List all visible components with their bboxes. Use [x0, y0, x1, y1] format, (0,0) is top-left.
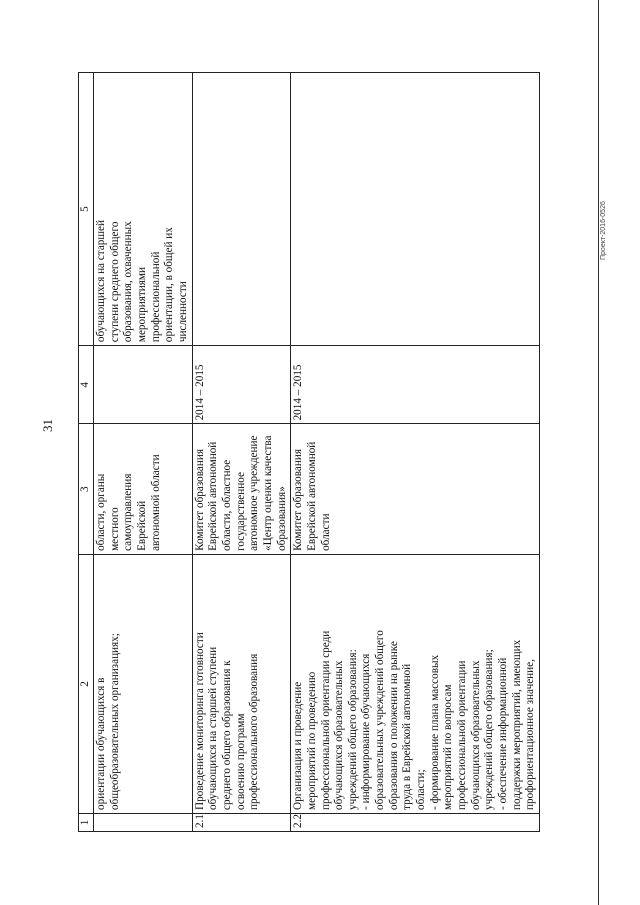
activity-cell-line: профессиональной ориентации	[456, 660, 469, 810]
activity-cell-line: профессиональной ориентации среди	[319, 630, 332, 810]
executor-cell-line: области	[319, 513, 332, 551]
activity-cell-line: области;	[415, 769, 428, 810]
header-cell: 2	[79, 554, 94, 813]
executor-cell-line: Комитет образования	[292, 449, 305, 551]
activity-cell-line: - обеспечение информационной	[497, 657, 510, 810]
executor-cell-line: области, областное	[220, 459, 233, 551]
page-number: 31	[40, 419, 55, 432]
activity-cell-line: обучающихся образовательных	[469, 660, 482, 810]
indicator-cell-line: образования, охваченных	[122, 221, 135, 343]
activity-cell-line: общеобразовательных организациях;	[108, 633, 121, 810]
row-number: 2.2	[291, 813, 540, 831]
activity-cell-line: - формирование плана массовых	[428, 654, 441, 810]
table-row	[94, 73, 193, 832]
table-row	[192, 73, 291, 832]
activity-cell-line: обучающихся образовательных	[333, 660, 346, 810]
period-cell	[94, 346, 193, 424]
indicator-cell-line: профессиональной	[149, 251, 162, 343]
activity-cell-line: обучающихся на старшей ступени	[207, 646, 220, 810]
activity-cell-line: профессионального образования	[248, 653, 261, 810]
table-row	[291, 73, 540, 832]
activity-cell	[94, 554, 193, 813]
activity-cell-line: мероприятий по проведению	[305, 671, 318, 810]
row-number	[94, 813, 193, 831]
activity-cell-line: Организация и проведение	[292, 681, 305, 810]
indicator-cell-line: обучающихся на старшей	[95, 220, 107, 343]
executor-cell-line: автономное учреждение	[248, 435, 261, 551]
executor-cell-line: «Центр оценки качества	[261, 435, 274, 551]
activity-cell-line: среднего общего образования к	[220, 660, 233, 810]
activity-cell-line: мероприятий по вопросам	[442, 684, 455, 810]
indicator-cell	[192, 73, 291, 346]
indicator-cell-line: численности	[176, 281, 189, 343]
activity-cell-line: образовательных учреждений общего	[374, 630, 387, 810]
period-cell: 2014 – 2015	[192, 346, 291, 424]
executor-cell-line: образования»	[275, 486, 288, 551]
indicator-cell-line: ориентации, в общей их	[163, 227, 176, 343]
executor-cell-line: государственное	[234, 472, 247, 551]
indicator-cell	[94, 73, 193, 346]
executor-cell	[291, 424, 540, 555]
activity-cell	[291, 554, 540, 813]
activity-cell-line: учреждений общего образования;	[483, 649, 496, 810]
activity-cell-line: поддержки мероприятий, имеющих	[510, 639, 523, 810]
executor-cell	[192, 424, 291, 555]
activity-cell-line: - информирование обучающихся	[360, 653, 373, 810]
activity-cell-line: учреждений общего образования:	[346, 649, 359, 810]
executor-cell-line: Еврейской автономной	[305, 441, 318, 551]
activity-cell	[192, 554, 291, 813]
indicator-cell	[291, 73, 540, 346]
indicator-cell-line: ступени среднего общего	[108, 221, 121, 343]
executor-cell-line: Еврейской автономной	[207, 441, 220, 551]
executor-cell-line: самоуправления Еврейской	[122, 473, 148, 551]
header-cell: 1	[79, 813, 94, 831]
activity-cell-line: ориентации обучающихся в	[95, 677, 107, 810]
header-cell: 4	[79, 346, 94, 424]
executor-cell	[94, 424, 193, 555]
header-cell: 5	[79, 73, 94, 346]
activity-cell-line: освоению программ	[234, 713, 247, 810]
activity-cell-line: образования о положении на рынке	[387, 641, 400, 810]
executor-cell-line: автономной области	[149, 454, 162, 551]
table-header-row	[79, 73, 94, 832]
rotated-content	[40, 72, 638, 832]
header-cell: 3	[79, 424, 94, 555]
executor-cell-line: области, органы местного	[95, 473, 121, 551]
plan-table	[78, 72, 540, 832]
period-cell: 2014 – 2015	[291, 346, 540, 424]
side-stamp: Проект-2016-0526	[600, 201, 607, 260]
indicator-cell-line: мероприятиями	[135, 267, 148, 343]
row-number: 2.1	[192, 813, 291, 831]
executor-cell-line: Комитет образования	[193, 449, 206, 551]
activity-cell-line: Проведение мониторинга готовности	[193, 632, 206, 810]
activity-cell-line: труда в Еврейской автономной	[401, 663, 414, 810]
activity-cell-line: профориентационное значение,	[524, 659, 537, 810]
